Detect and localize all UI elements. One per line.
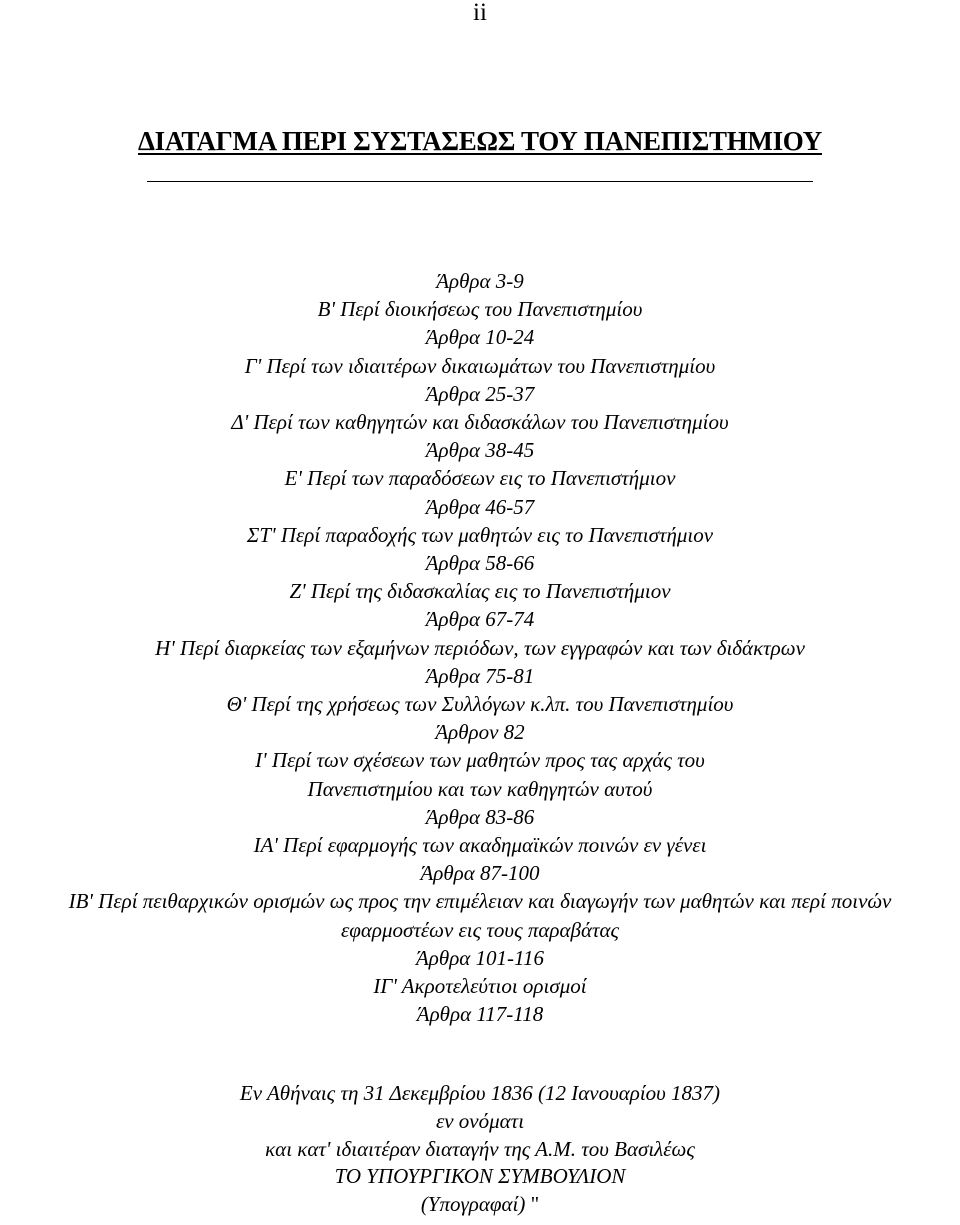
toc-line: Άρθρα 3-9: [436, 269, 524, 293]
order-line: και κατ' ιδιαιτέραν διαταγήν της Α.Μ. του Βασιλέως: [265, 1136, 695, 1161]
toc-line: Άρθρα 67-74: [425, 607, 535, 632]
in-name-line: εν ονόματι: [435, 1108, 525, 1133]
title-divider: [147, 181, 813, 182]
toc-line: Άρθρα 25-37: [425, 381, 535, 406]
toc-line: Θ' Περί της χρήσεως των Συλλόγων κ.λπ. του Πανεπιστημίου: [226, 692, 734, 717]
toc-line: εφαρμοστέων εις τους παραβάτας: [340, 917, 620, 942]
toc-line: ΣΤ' Περί παραδοχής των μαθητών εις το Πανεπιστήμιον: [246, 522, 714, 547]
toc-line: Ι' Περί των σχέσεων των μαθητών προς τας αρχάς του: [255, 748, 705, 773]
toc-line: Άρθρα 75-81: [425, 663, 535, 688]
council-line: ΤΟ ΥΠΟΥΡΓΙΚΟΝ ΣΥΜΒΟΥΛΙΟΝ: [334, 1164, 626, 1189]
place-date-line: Εν Αθήναις τη 31 Δεκεμβρίου 1836 (12 Ιανουαρίου 1837): [239, 1081, 721, 1105]
toc-line: Ζ' Περί της διδασκαλίας εις το Πανεπιστήμιον: [289, 579, 671, 604]
toc-line: Άρθρα 83-86: [425, 804, 535, 829]
closing-quote: ": [530, 1192, 540, 1217]
table-of-contents: [0, 267, 960, 1028]
toc-line: Η' Περί διαρκείας των εξαμήνων περιόδων, των εγγραφών και των διδάκτρων: [155, 635, 805, 660]
toc-line: Δ' Περί των καθηγητών και διδασκάλων του Πανεπιστημίου: [231, 410, 729, 435]
signatures-line: [0, 1191, 960, 1219]
signature-block: [0, 1080, 960, 1219]
toc-line: Άρθρα 10-24: [425, 325, 535, 350]
toc-line: Άρθρον 82: [435, 720, 525, 745]
toc-line: Άρθρα 38-45: [425, 438, 535, 463]
toc-line: Άρθρα 46-57: [425, 494, 535, 519]
toc-line: Γ' Περί των ιδιαιτέρων δικαιωμάτων του Πανεπιστημίου: [244, 353, 716, 378]
toc-line: Πανεπιστημίου και των καθηγητών αυτού: [307, 776, 653, 801]
toc-line: Άρθρα 87-100: [420, 861, 540, 886]
document-title: ΔΙΑΤΑΓΜΑ ΠΕΡΙ ΣΥΣΤΑΣΕΩΣ ΤΟΥ ΠΑΝΕΠΙΣΤΗΜΙΟΥ: [137, 126, 822, 156]
toc-line: Άρθρα 58-66: [425, 551, 535, 576]
toc-line: ΙΓ' Ακροτελεύτιοι ορισμοί: [373, 974, 587, 999]
page-number: ii: [473, 0, 487, 26]
toc-line: ΙΑ' Περί εφαρμογής των ακαδημαϊκών ποινών εν γένει: [253, 833, 707, 858]
toc-line: Ε' Περί των παραδόσεων εις το Πανεπιστήμιον: [284, 466, 676, 491]
toc-line: Άρθρα 117-118: [416, 1002, 544, 1027]
signatures-label: (Υπογραφαί): [420, 1192, 526, 1217]
toc-line: Β' Περί διοικήσεως του Πανεπιστημίου: [317, 297, 643, 322]
toc-line: Άρθρα 101-116: [415, 945, 544, 970]
toc-line: ΙΒ' Περί πειθαρχικών ορισμών ως προς την επιμέλειαν και διαγωγήν των μαθητών και περί ποινών: [68, 889, 892, 914]
